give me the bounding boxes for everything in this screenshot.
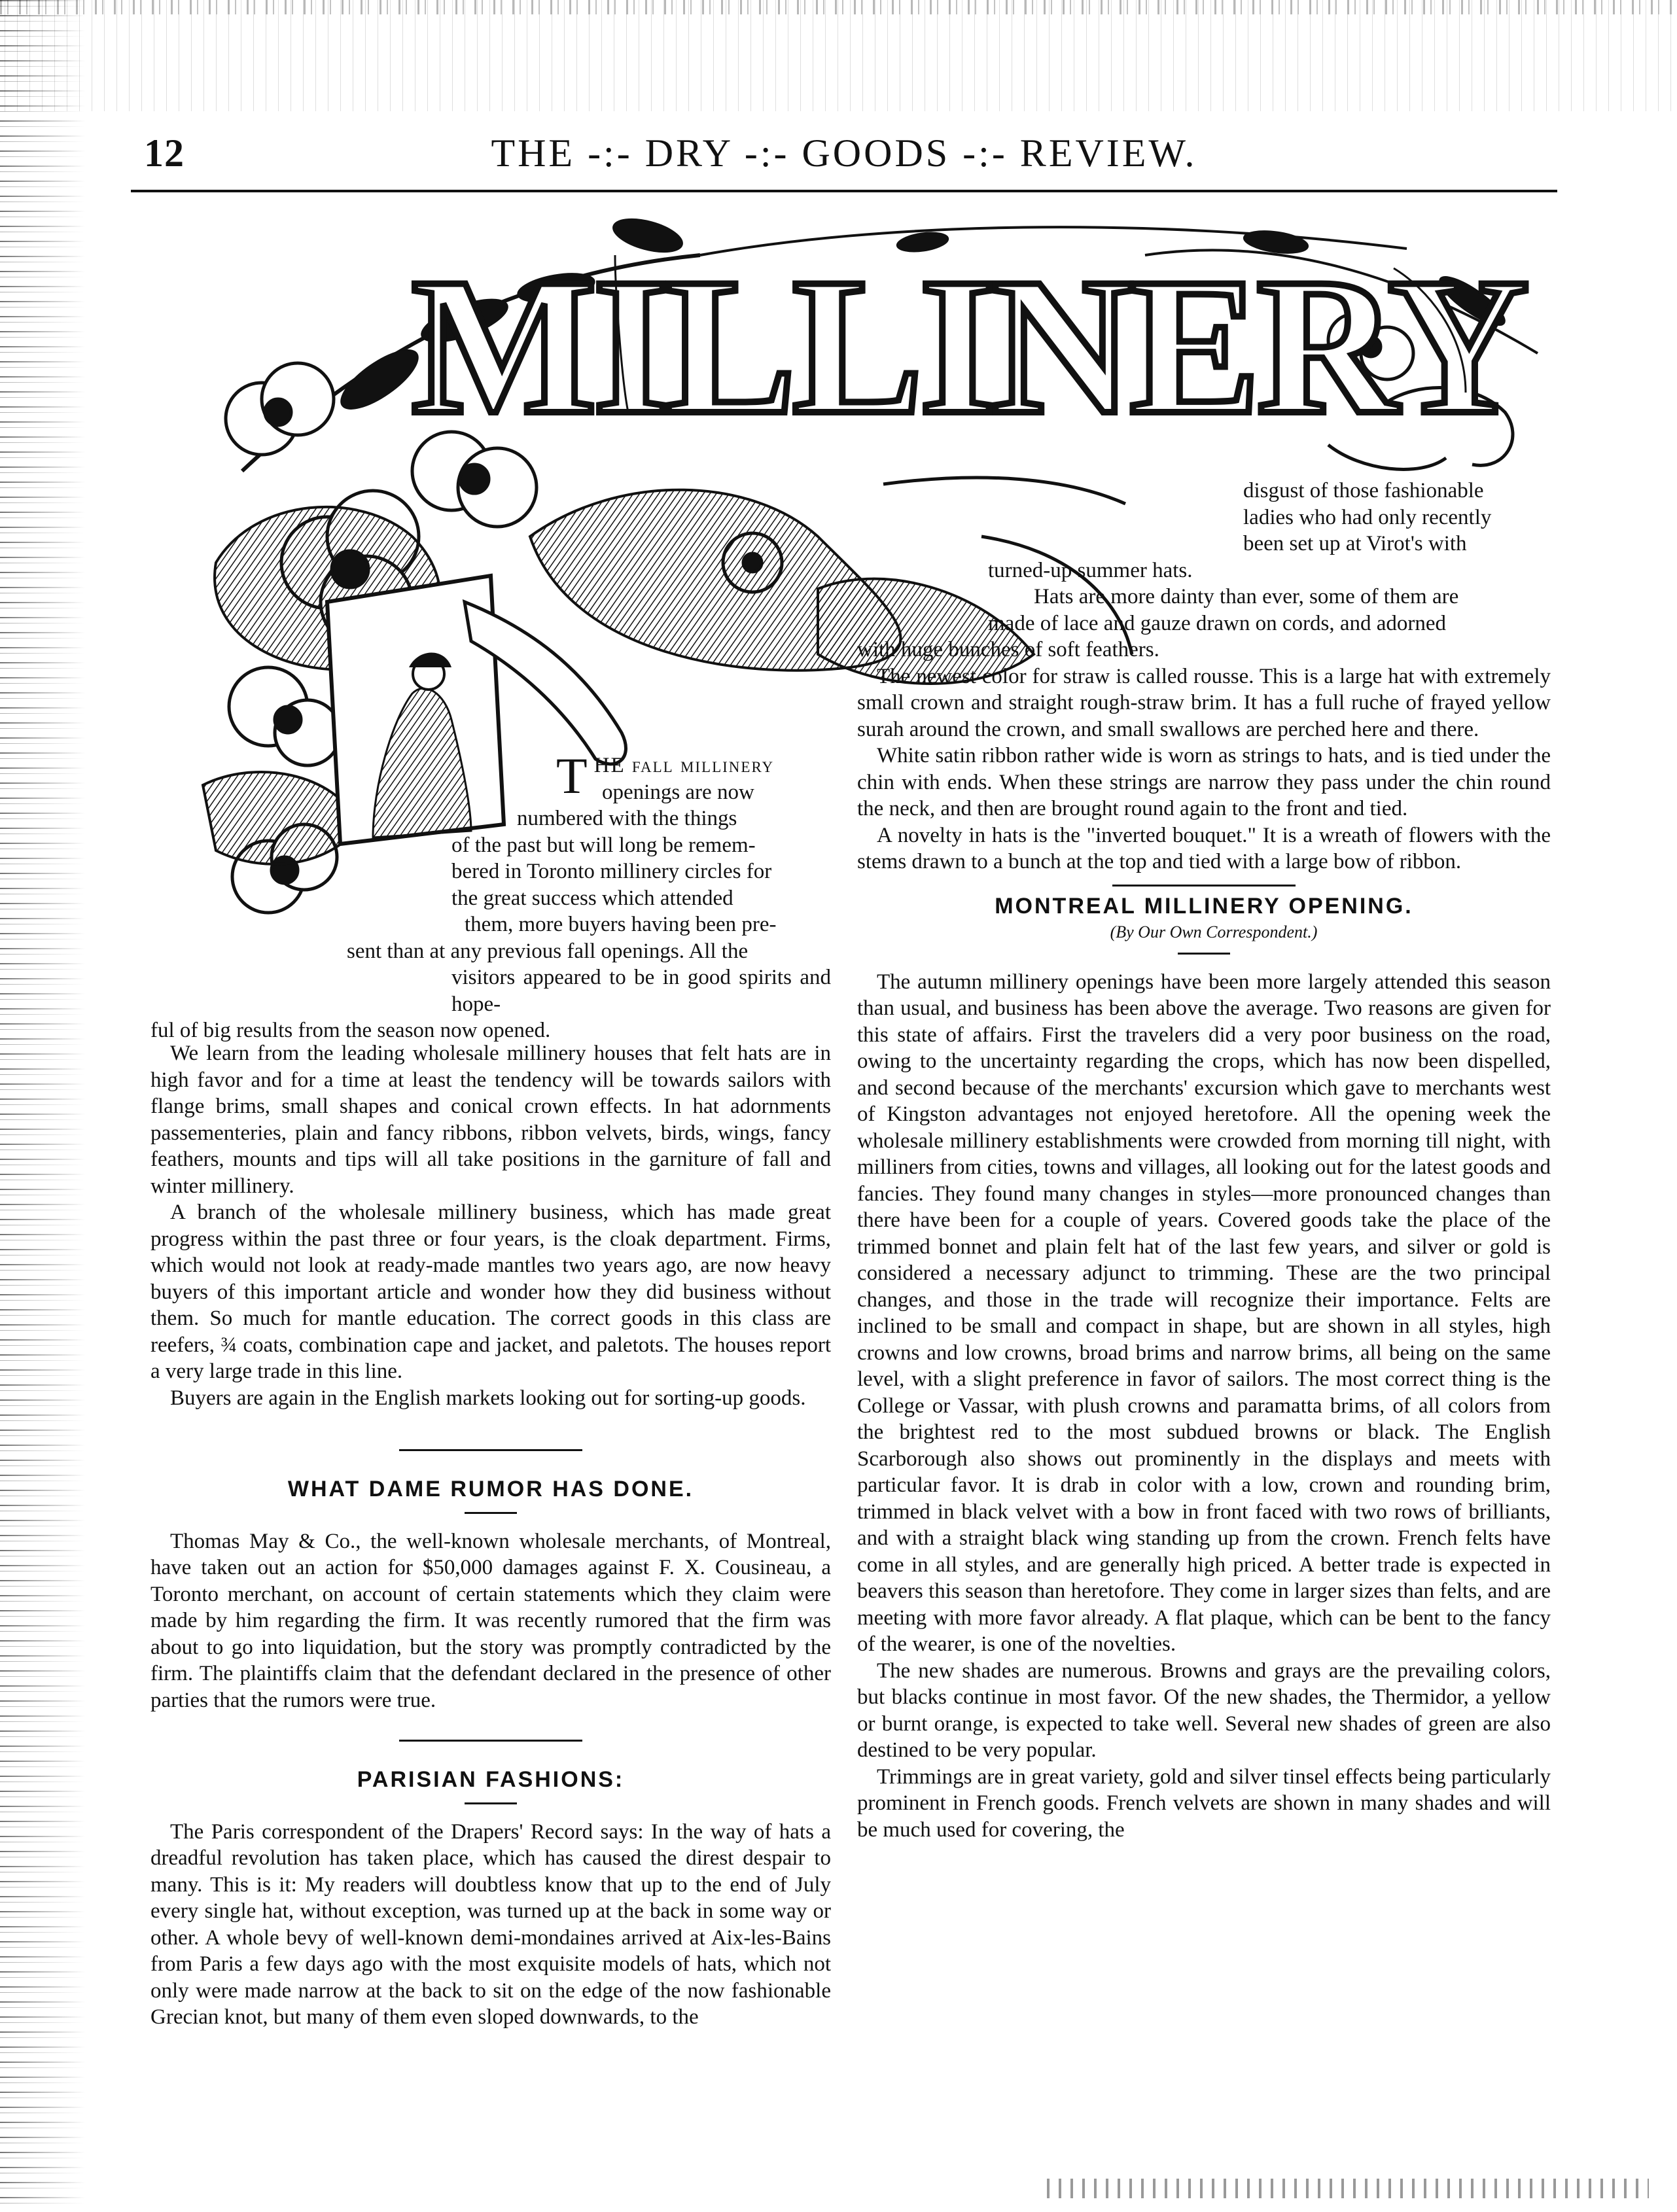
parisian-section-title: PARISIAN FASHIONS:	[357, 1767, 625, 1792]
right-column-top	[857, 478, 1551, 1843]
wrapped-line: ladies who had only recently	[1243, 505, 1492, 529]
scan-noise-top	[0, 0, 1677, 111]
left-column	[150, 1040, 831, 2031]
article-paragraph: A branch of the wholesale millinery business, which has made great progress within the past three or four years, is the cloak department. Firms, which would not look at ready-made mantles two years ago, are now heavy buyers of this important article and wonder how they did business without them. So much for mantle education. The correct goods in this class are reefers, ¾ coats, combination cape and jacket, and paletots. The houses report a very large trade in this line.	[150, 1201, 831, 1383]
banner-title: MILLINERY	[411, 237, 1526, 455]
article-paragraph: We learn from the leading wholesale millinery houses that felt hats are in high favor and for a time at least the tendency will be towards sailors with flange brims, small shapes and conical crown effects. In hat adornments passementeries, plain and fancy ribbons, ribbon velvets, birds, wings, fancy feathers, mounts and tips will all take positions in the garniture of fall and winter millinery.	[150, 1042, 831, 1198]
article-paragraph: Trimmings are in great variety, gold and silver tinsel effects being particularly prominent in French goods. French velvets are shown in many shades and will be much used for covering, the	[857, 1764, 1551, 1842]
wrapped-line: disgust of those fashionable	[1243, 479, 1484, 502]
article-paragraph: The new shades are numerous. Browns and grays are the prevailing colors, but blacks continue in most favor. Of the new shades, the Thermidor, a yellow or burnt orange, is expected to take well. Several new shades of green are also destined to be very popular.	[857, 1659, 1551, 1762]
drop-cap: T	[556, 747, 588, 804]
wrapped-line: turned-up summer hats.	[988, 558, 1193, 582]
article-paragraph: White satin ribbon rather wide is worn as strings to hats, and is tied under the chin with ends. When these strings are narrow they pass under the chin round the neck, and then are brought round again to the front and tied.	[857, 744, 1551, 820]
scan-noise-bottom	[1047, 2179, 1649, 2198]
lead-line: of the past but will long be remem-	[451, 833, 756, 857]
lead-line: openings are now	[602, 780, 754, 804]
lead-paragraph	[150, 747, 831, 1044]
wrapped-line: Hats are more dainty than ever, some of them are	[1034, 585, 1459, 608]
header-rule	[131, 190, 1557, 192]
lead-line: ful of big results from the season now opened.	[150, 1019, 551, 1042]
title-underline	[465, 1802, 517, 1804]
title-underline	[465, 1512, 517, 1514]
article-paragraph: A novelty in hats is the "inverted bouquet." It is a wreath of flowers with the stems drawn to a bunch at the top and tied with a large bow of ribbon.	[857, 823, 1551, 873]
scan-binding-edge	[0, 0, 85, 2212]
page-number: 12	[144, 132, 185, 175]
rumor-section-title: WHAT DAME RUMOR HAS DONE.	[287, 1477, 694, 1501]
lead-line: visitors appeared to be in good spirits and hope-	[451, 966, 831, 1016]
section-divider	[1112, 885, 1296, 887]
lead-line: numbered with the things	[517, 807, 737, 830]
lead-line: the great success which attended	[451, 886, 733, 910]
title-underline	[1178, 953, 1230, 955]
lead-cap-rest: HE fall millinery	[593, 754, 775, 777]
montreal-section-title: MONTREAL MILLINERY OPENING.	[995, 893, 1413, 919]
article-paragraph: Buyers are again in the English markets looking out for sorting-up goods.	[170, 1386, 806, 1410]
section-divider	[399, 1449, 582, 1451]
lead-line: sent than at any previous fall openings. All the	[347, 939, 749, 963]
section-divider	[399, 1740, 582, 1742]
wrapped-line: made of lace and gauze drawn on cords, and adorned	[988, 611, 1447, 635]
article-paragraph: The autumn millinery openings have been more largely attended this season than usual, and business has been above the average. Two reasons are given for this state of affairs. First the travelers did a very poor business on the road, owing to the uncertainty regarding the crops, which has now been dispelled, and second because of the merchants' excursion which gave to merchants west of Kingston advantages not enjoyed heretofore. All the opening week the wholesale millinery establishments were crowded from morning till night, with milliners from cities, towns and villages, all looking out for the latest goods and fancies. They found many changes in styles—more pronounced changes than there have been for a couple of years. Covered goods take the place of the trimmed bonnet and plain felt hat of the last few years, and silver or gold is considered a necessary adjunct to trimming. These are the two principal changes, and those in the trade will recognize their importance. Felts are inclined to be small and compact in shape, but are shown in all styles, high crowns and low crowns, broad brims and narrow brims, all being on the same level, with a slight preference in favor of sailors. The most correct thing is the College or Vassar, with plush crowns and paramatta brims, of all colors from the brightest red to the most subdued browns or black. The English Scarborough also shows out prominently in the displays and meets with particular favor. It is drab in color with a low, crown and rounding brim, trimmed in black velvet with a bow in front faced with two rows of brilliants, and with a straight black wing standing up from the crown. French felts have come in all styles, and are generally high priced. A better trade is expected in beavers this season than heretofore. They come in larger sizes than felts, and are meeting with more favor already. A flat plaque, which can be bent to the fancy of the wearer, is one of the novelties.	[857, 970, 1551, 1656]
wrapped-line: with huge bunches of soft feathers.	[857, 638, 1159, 661]
masthead-title: THE -:- DRY -:- GOODS -:- REVIEW.	[491, 132, 1197, 175]
correspondent-byline: (By Our Own Correspondent.)	[1110, 922, 1318, 941]
rumor-body: Thomas May & Co., the well-known wholesale merchants, of Montreal, have taken out an action for $50,000 damages against F. X. Cousineau, a Toronto merchant, on account of certain statements which they claim were made by him regarding the firm. It was recently rumored that the firm was about to go into liquidation, but the story was promptly contradicted by the firm. The plaintiffs claim that the defendant declared in the presence of other parties that the rumors were true.	[150, 1529, 831, 1712]
lead-line: them, more buyers having been pre-	[465, 913, 777, 936]
wrapped-line: been set up at Virot's with	[1243, 532, 1467, 555]
running-head	[131, 131, 1557, 183]
parisian-body: The Paris correspondent of the Drapers' Record says: In the way of hats a dreadful revolution has taken place, which has caused the direst despair to many. This is it: My readers will doubtless know that up to the end of July every single hat, without exception, was turned up at the back in some way or other. A whole bevy of well-known demi-mondaines arrived at Aix-les-Bains from Paris a few days ago with the most exquisite models of hats, which not only were made narrow at the back to sit on the edge of the now fashionable Grecian knot, but many of them even sloped downwards, to the	[150, 1819, 831, 2029]
lead-line: bered in Toronto millinery circles for	[451, 860, 772, 883]
article-paragraph: The newest color for straw is called rousse. This is a large hat with extremely small crown and straight rough-straw brim. It has a full ruche of frayed yellow surah around the crown, and small swallows are perched here and there.	[857, 664, 1551, 741]
